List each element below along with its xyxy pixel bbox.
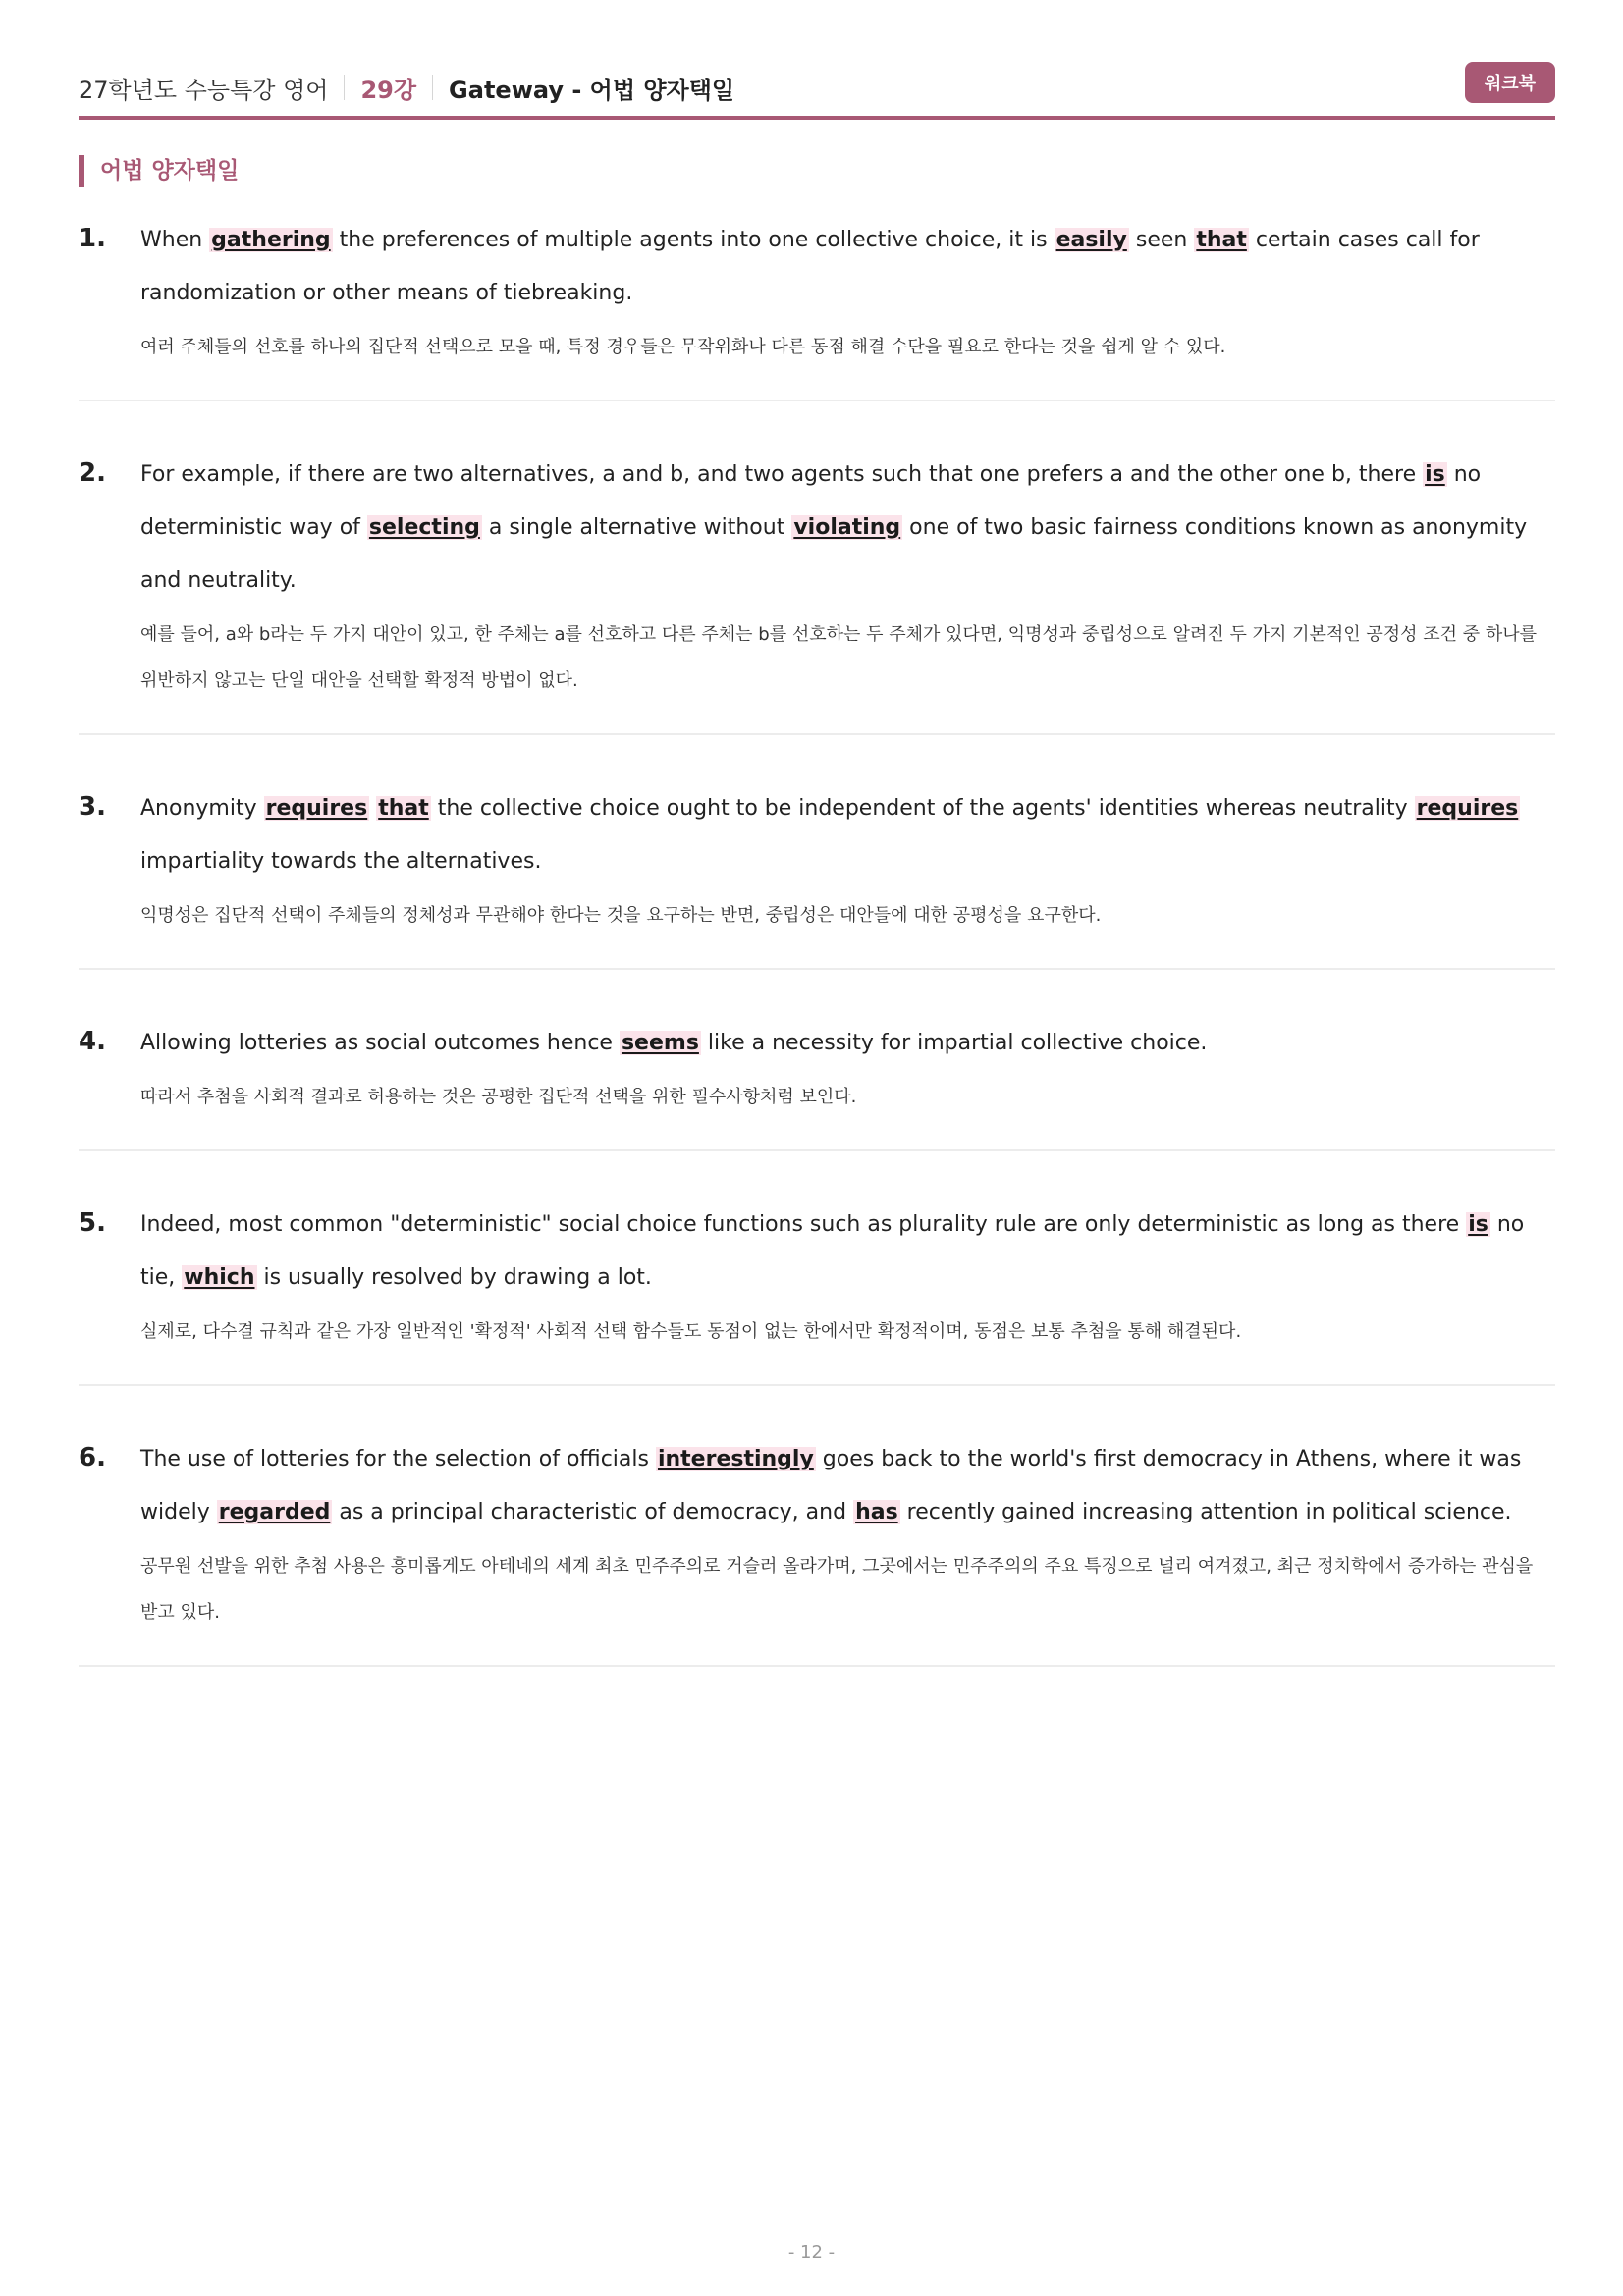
english-sentence (140, 214, 1555, 320)
sentence-text: the preferences of multiple agents into one collective choice, it is (332, 228, 1055, 252)
english-sentence (140, 1017, 1555, 1070)
sentence-text: seen (1128, 228, 1195, 252)
header-divider (432, 75, 433, 100)
sentence-text: When (140, 228, 210, 252)
item-number: 5. (79, 1208, 106, 1238)
korean-translation: 예를 들어, a와 b라는 두 가지 대안이 있고, 한 주체는 a를 선호하고 다른 주체는 b를 선호하는 두 주체가 있다면, 익명성과 중립성으로 알려진 두 가지 기본적인 공정성 조건 중 하나를 위반하지 않고는 단일 대안을 선택할 확정적 방법이 없다. (140, 624, 1538, 691)
item-number: 1. (79, 224, 106, 253)
grammar-choice-word: that (1196, 228, 1247, 252)
grammar-choice-word: which (184, 1265, 255, 1290)
grammar-choice-word: selecting (368, 515, 480, 540)
sentence-text: certain cases call for randomization or other means of tiebreaking. (140, 228, 1480, 305)
sentence-text: impartiality towards the alternatives. (140, 849, 542, 874)
question-item (79, 774, 1555, 970)
section-title: 어법 양자택일 (79, 155, 239, 187)
sentence-text: like a necessity for impartial collective choice. (700, 1031, 1208, 1055)
question-item (79, 441, 1555, 735)
sentence-text: goes back to the world's first democracy in Athens, where it was widely (140, 1447, 1522, 1524)
sentence-text: Allowing lotteries as social outcomes hence (140, 1031, 620, 1055)
question-list (79, 206, 1555, 1706)
sentence-text: For example, if there are two alternatives, a and b, and two agents such that one prefers a and the other one b, there (140, 462, 1424, 487)
page-number: - 12 - (787, 2242, 836, 2263)
grammar-choice-word: seems (621, 1031, 699, 1055)
sentence-text: the collective choice ought to be independent of the agents' identities whereas neutrality (430, 796, 1415, 821)
page-title: Gateway - 어법 양자택일 (449, 76, 735, 104)
sentence-text: no deterministic way of (140, 462, 1482, 540)
english-sentence (140, 1433, 1555, 1539)
lesson-number: 29강 (360, 76, 417, 104)
grammar-choice-word: is (1425, 462, 1445, 487)
item-number: 2. (79, 458, 106, 488)
item-number: 3. (79, 792, 106, 822)
sentence-text: Indeed, most common "deterministic" social choice functions such as plurality rule are only deterministic as long as there (140, 1212, 1467, 1237)
course-title: 27학년도 수능특강 영어 (79, 76, 329, 104)
sentence-text: Anonymity (140, 796, 264, 821)
english-sentence (140, 449, 1555, 608)
question-item (79, 1425, 1555, 1667)
workbook-badge: 워크북 (1465, 62, 1555, 103)
page-header (79, 59, 1555, 116)
header-rule (79, 116, 1555, 120)
grammar-choice-word: requires (265, 796, 368, 821)
grammar-choice-word: regarded (218, 1500, 331, 1524)
item-number: 6. (79, 1443, 106, 1472)
grammar-choice-word: interestingly (657, 1447, 814, 1471)
korean-translation: 따라서 추첨을 사회적 결과로 허용하는 것은 공평한 집단적 선택을 위한 필수사항처럼 보인다. (140, 1087, 857, 1107)
question-item (79, 206, 1555, 401)
grammar-choice-word: that (378, 796, 429, 821)
korean-translation: 실제로, 다수결 규칙과 같은 가장 일반적인 '확정적' 사회적 선택 함수들도 동점이 없는 한에서만 확정적이며, 동점은 보통 추첨을 통해 해결된다. (140, 1321, 1242, 1342)
grammar-choice-word: has (855, 1500, 898, 1524)
grammar-choice-word: requires (1416, 796, 1519, 821)
korean-translation: 익명성은 집단적 선택이 주체들의 정체성과 무관해야 한다는 것을 요구하는 반면, 중립성은 대안들에 대한 공평성을 요구한다. (140, 905, 1102, 926)
grammar-choice-word: violating (793, 515, 901, 540)
english-sentence (140, 782, 1555, 888)
korean-translation: 공무원 선발을 위한 추첨 사용은 흥미롭게도 아테네의 세계 최초 민주주의로 거슬러 올라가며, 그곳에서는 민주주의의 주요 특징으로 널리 여겨졌고, 최근 정치학에서 증가하는 관심을 받고 있다. (140, 1556, 1534, 1623)
sentence-text: no tie, (140, 1212, 1525, 1290)
grammar-choice-word: is (1468, 1212, 1488, 1237)
sentence-text: a single alternative without (481, 515, 792, 540)
item-number: 4. (79, 1027, 106, 1056)
sentence-text: one of two basic fairness conditions known as anonymity and neutrality. (140, 515, 1528, 593)
header-divider (344, 75, 345, 100)
english-sentence (140, 1199, 1555, 1305)
sentence-text: as a principal characteristic of democracy, and (332, 1500, 854, 1524)
question-item (79, 1191, 1555, 1386)
sentence-text: recently gained increasing attention in political science. (899, 1500, 1512, 1524)
grammar-choice-word: gathering (211, 228, 331, 252)
sentence-text: is usually resolved by drawing a lot. (256, 1265, 652, 1290)
sentence-text: The use of lotteries for the selection of officials (140, 1447, 656, 1471)
korean-translation: 여러 주체들의 선호를 하나의 집단적 선택으로 모을 때, 특정 경우들은 무작위화나 다른 동점 해결 수단을 필요로 한다는 것을 쉽게 알 수 있다. (140, 337, 1226, 357)
grammar-choice-word: easily (1055, 228, 1127, 252)
question-item (79, 1009, 1555, 1151)
